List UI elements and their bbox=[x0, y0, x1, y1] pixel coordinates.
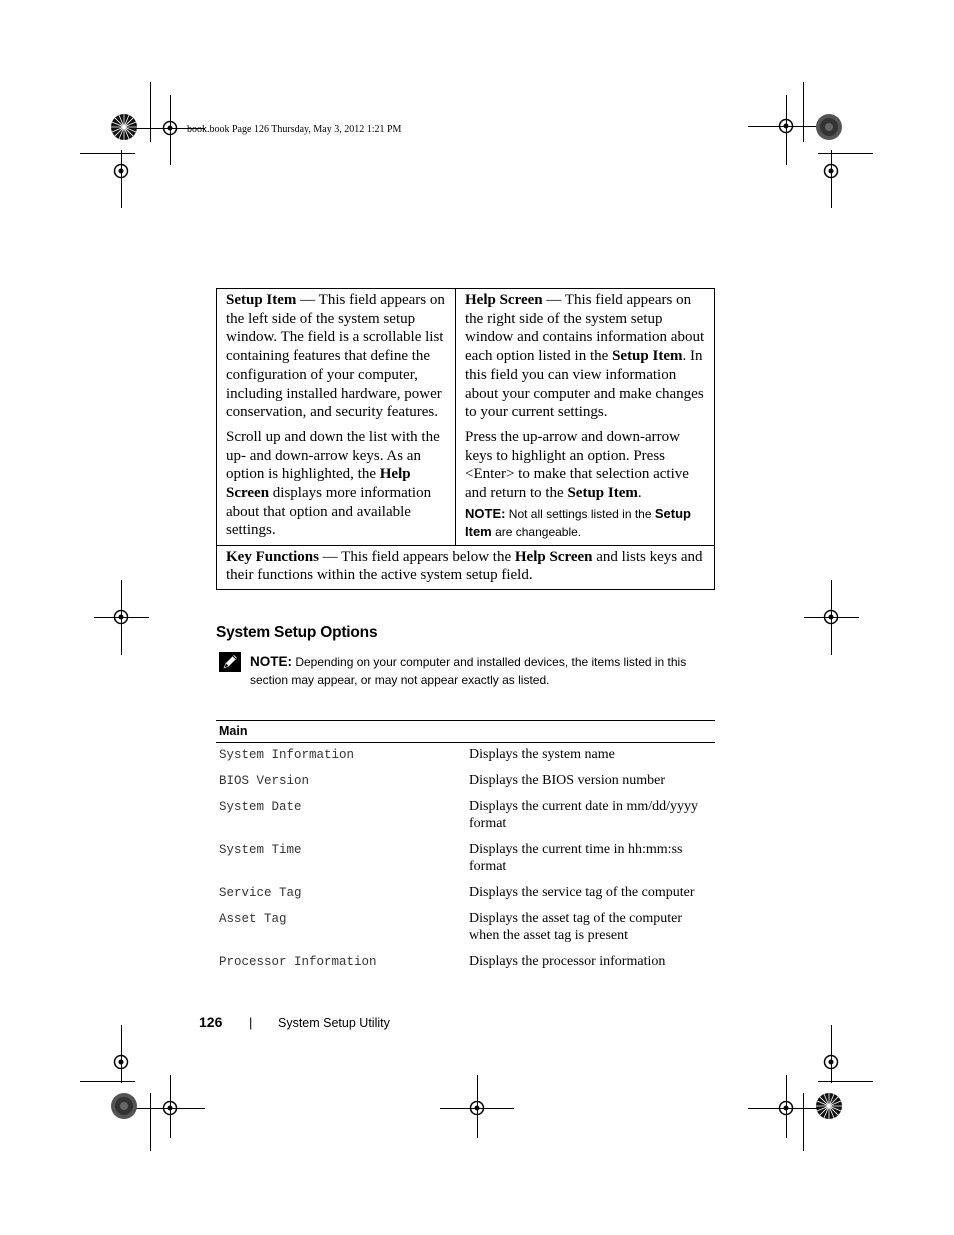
registration-mark-icon bbox=[775, 115, 797, 137]
help-screen-cell bbox=[456, 289, 715, 546]
starburst-target-icon bbox=[110, 113, 138, 141]
starburst-target-icon bbox=[815, 1092, 843, 1120]
registration-mark-icon bbox=[110, 606, 132, 628]
option-description: Displays the system name bbox=[469, 747, 615, 762]
option-description: Displays the asset tag of the computer when the asset tag is present bbox=[469, 911, 683, 943]
table-row bbox=[216, 950, 715, 976]
starburst-target-icon bbox=[815, 113, 843, 141]
footer-separator: | bbox=[249, 1015, 253, 1030]
note-body: Depending on your computer and installed devices, the items listed in this section may appear, or may not appear exactly as listed. bbox=[250, 655, 687, 687]
section-title: System Setup Options bbox=[216, 624, 378, 641]
help-screen-keys-end: . bbox=[637, 485, 642, 502]
option-description: Displays the BIOS version number bbox=[469, 773, 665, 788]
page-number: 126 bbox=[199, 1014, 223, 1030]
setup-item-cell bbox=[217, 289, 456, 546]
option-name: Service Tag bbox=[219, 886, 302, 900]
registration-mark-icon bbox=[110, 1051, 132, 1073]
pencil-note-icon bbox=[219, 652, 241, 672]
registration-mark-icon bbox=[159, 1097, 181, 1119]
help-screen-term-inline-2: Help Screen bbox=[514, 548, 593, 565]
option-name: System Time bbox=[219, 843, 302, 857]
setup-item-scroll-text-end: displays more information about that option and available settings. bbox=[226, 485, 432, 539]
option-description: Displays the current date in mm/dd/yyyy format bbox=[469, 799, 699, 831]
setup-item-scroll-text: Scroll up and down the list with the up- and down-arrow keys. As an option is highlighted, the bbox=[226, 428, 440, 483]
key-functions-cell bbox=[217, 545, 715, 589]
table-row bbox=[216, 907, 715, 950]
key-functions-desc-end: and lists keys and their functions within the active system setup field. bbox=[226, 548, 703, 584]
note-label: NOTE: bbox=[250, 654, 292, 669]
registration-mark-icon bbox=[820, 1051, 842, 1073]
help-screen-desc-end: . In this field you can view information about your computer and make changes to your current settings. bbox=[465, 348, 704, 421]
option-name: Asset Tag bbox=[219, 912, 287, 926]
header-stamp: book.book Page 126 Thursday, May 3, 2012 1:21 PM bbox=[187, 124, 402, 135]
table-row bbox=[216, 769, 715, 795]
help-screen-note bbox=[465, 505, 705, 541]
option-name: Processor Information bbox=[219, 955, 377, 969]
option-description: Displays the current time in hh:mm:ss format bbox=[469, 842, 683, 874]
table-row bbox=[216, 795, 715, 838]
setup-item-term-inline: Setup Item bbox=[612, 348, 683, 365]
key-functions-desc: — This field appears below the bbox=[318, 548, 515, 565]
registration-mark-icon bbox=[466, 1097, 488, 1119]
help-screen-term: Help Screen bbox=[465, 292, 543, 308]
registration-mark-icon bbox=[775, 1097, 797, 1119]
option-name: BIOS Version bbox=[219, 774, 310, 788]
main-options-table bbox=[216, 720, 715, 976]
table-row bbox=[216, 743, 715, 770]
registration-mark-icon bbox=[820, 160, 842, 182]
registration-mark-icon bbox=[159, 117, 181, 139]
help-screen-desc: — This field appears on the right side of the system setup window and contains information about each option listed in the bbox=[465, 292, 705, 365]
setup-item-term-inline-2: Setup Item bbox=[567, 485, 638, 502]
note-label: NOTE: bbox=[465, 505, 506, 521]
footer-chapter-title: System Setup Utility bbox=[278, 1016, 390, 1030]
note-text: Not all settings listed in the bbox=[505, 506, 655, 521]
registration-mark-icon bbox=[820, 606, 842, 628]
option-name: System Date bbox=[219, 800, 302, 814]
starburst-target-icon bbox=[110, 1092, 138, 1120]
setup-item-desc: — This field appears on the left side of the system setup window. The field is a scrollable list containing features that define the configuration of your computer, including installed hardware, power conservation, and security features. bbox=[226, 292, 445, 421]
table-header-main: Main bbox=[216, 721, 715, 743]
table-row bbox=[216, 838, 715, 881]
table-row bbox=[216, 881, 715, 907]
key-functions-term: Key Functions bbox=[226, 548, 319, 565]
note-setup-item-term: Setup Item bbox=[465, 505, 691, 539]
note-text-end: are changeable. bbox=[491, 524, 582, 539]
registration-mark-icon bbox=[110, 160, 132, 182]
setup-item-term: Setup Item bbox=[226, 292, 297, 308]
layout-description-table bbox=[216, 288, 715, 590]
option-name: System Information bbox=[219, 748, 355, 762]
help-screen-term-inline: Help Screen bbox=[226, 466, 411, 502]
option-description: Displays the service tag of the computer bbox=[469, 885, 695, 900]
option-description: Displays the processor information bbox=[469, 954, 666, 969]
note bbox=[250, 653, 720, 689]
help-screen-keys-text: Press the up-arrow and down-arrow keys to highlight an option. Press <Enter> to make that selection active and return to the bbox=[465, 428, 689, 502]
